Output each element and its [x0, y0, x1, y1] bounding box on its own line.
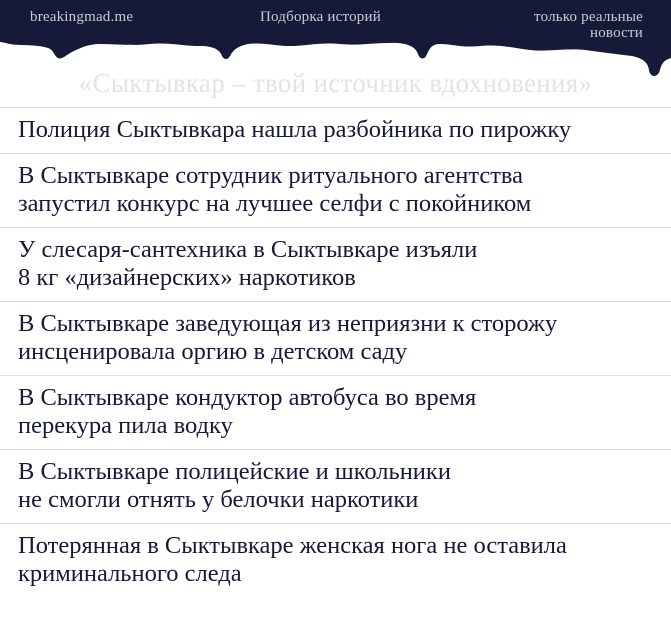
story-line: Потерянная в Сыктывкаре женская нога не оставила — [18, 532, 567, 559]
site-name[interactable]: breakingmad.me — [30, 9, 134, 25]
story-line: криминального следа — [18, 560, 242, 587]
story-line: В Сыктывкаре сотрудник ритуального агентства — [18, 162, 524, 189]
story-item[interactable] — [0, 153, 671, 227]
story-item[interactable] — [0, 375, 671, 449]
story-line: перекура пила водку — [18, 412, 233, 439]
story-line: В Сыктывкаре заведующая из неприязни к сторожу — [18, 310, 558, 337]
story-line: 8 кг «дизайнерских» наркотиков — [18, 264, 356, 291]
story-line: В Сыктывкаре кондуктор автобуса во время — [18, 384, 477, 411]
collection-title: «Сыктывкар – твой источник вдохновения» — [78, 68, 593, 98]
tagline — [483, 9, 643, 41]
story-line: инсценировала оргию в детском саду — [18, 338, 408, 365]
story-item[interactable] — [0, 227, 671, 301]
section-label: Подборка историй — [260, 9, 381, 25]
tagline-line-2: новости — [589, 25, 643, 41]
story-item[interactable] — [0, 449, 671, 523]
story-item[interactable] — [0, 107, 671, 153]
story-list — [0, 107, 671, 597]
story-line: запустил конкурс на лучшее селфи с покойником — [18, 190, 532, 217]
story-line: У слесаря-сантехника в Сыктывкаре изъяли — [18, 236, 478, 263]
story-line: Полиция Сыктывкара нашла разбойника по пирожку — [18, 116, 572, 143]
story-line: не смогли отнять у белочки наркотики — [18, 486, 419, 513]
story-line: В Сыктывкаре полицейские и школьники — [18, 458, 451, 485]
story-item[interactable] — [0, 523, 671, 597]
story-item[interactable] — [0, 301, 671, 375]
tagline-line-1: только реальные — [534, 9, 643, 25]
